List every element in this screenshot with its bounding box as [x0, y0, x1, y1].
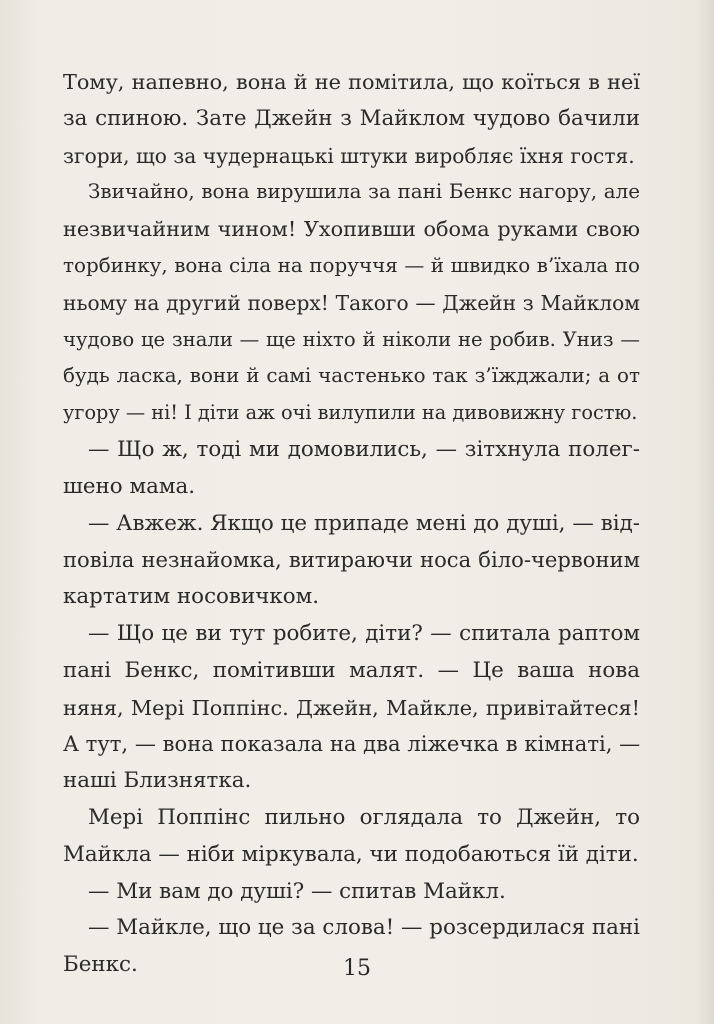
text-line: Бенкс. [63, 952, 138, 978]
text-line: Майкла — ніби міркувала, чи подобаються їй діти. [63, 841, 639, 867]
text-line: — Що це ви тут робите, діти? — спитала раптом [88, 620, 640, 646]
text-line: незвичайним чином! Ухопивши обома руками свою [63, 217, 640, 242]
text-line: чудово це знали — ще ніхто й ніколи не робив. Униз — [63, 327, 640, 351]
text-line: шено мама. [63, 473, 196, 499]
page-number: 15 [343, 956, 371, 981]
text-line: няня, Мері Поппінс. Джейн, Майкле, привітайтеся! [63, 695, 640, 720]
text-line: А тут, — вона показала на два ліжечка в кімнаті, — [63, 731, 640, 757]
page-edge-shadow [696, 0, 714, 1024]
text-line: ньому на другий поверх! Такого — Джейн з Майклом [63, 290, 640, 315]
text-line: — Що ж, тоді ми домовились, — зітхнула полег- [88, 436, 640, 462]
text-line: Мері Поппінс пильно оглядала то Джейн, то [88, 804, 640, 830]
text-line: — Майкле, що це за слова! — розсердилася пані [88, 915, 640, 941]
text-line: — Ми вам до душі? — спитав Майкл. [88, 878, 506, 904]
text-line: торбинку, вона сіла на поруччя — й швидко в’їхала по [63, 253, 640, 277]
body-text [63, 64, 640, 984]
text-line: повіла незнайомка, витираючи носа біло-червоним [63, 547, 640, 573]
text-line: будь ласка, вони й самі частенько так з’їжджали; а от [63, 364, 640, 388]
text-line: Тому, напевно, вона й не помітила, що коїться в неї [63, 70, 640, 94]
text-line: за спиною. Зате Джейн з Майклом чудово бачили [63, 105, 640, 131]
text-line: — Авжеж. Якщо це припаде мені до душі, — від- [88, 510, 640, 536]
text-line: картатим носовичком. [63, 584, 320, 610]
text-line: наші Близнятка. [63, 768, 252, 794]
text-line: пані Бенкс, помітивши малят. — Це ваша нова [63, 657, 640, 683]
text-line: згори, що за чудернацькі штуки виробляє їхня гостя. [63, 143, 635, 168]
text-line: Звичайно, вона вирушила за пані Бенкс нагору, але [88, 180, 640, 204]
text-line: угору — ні! І діти аж очі вилупили на дивовижну гостю. [63, 401, 638, 425]
